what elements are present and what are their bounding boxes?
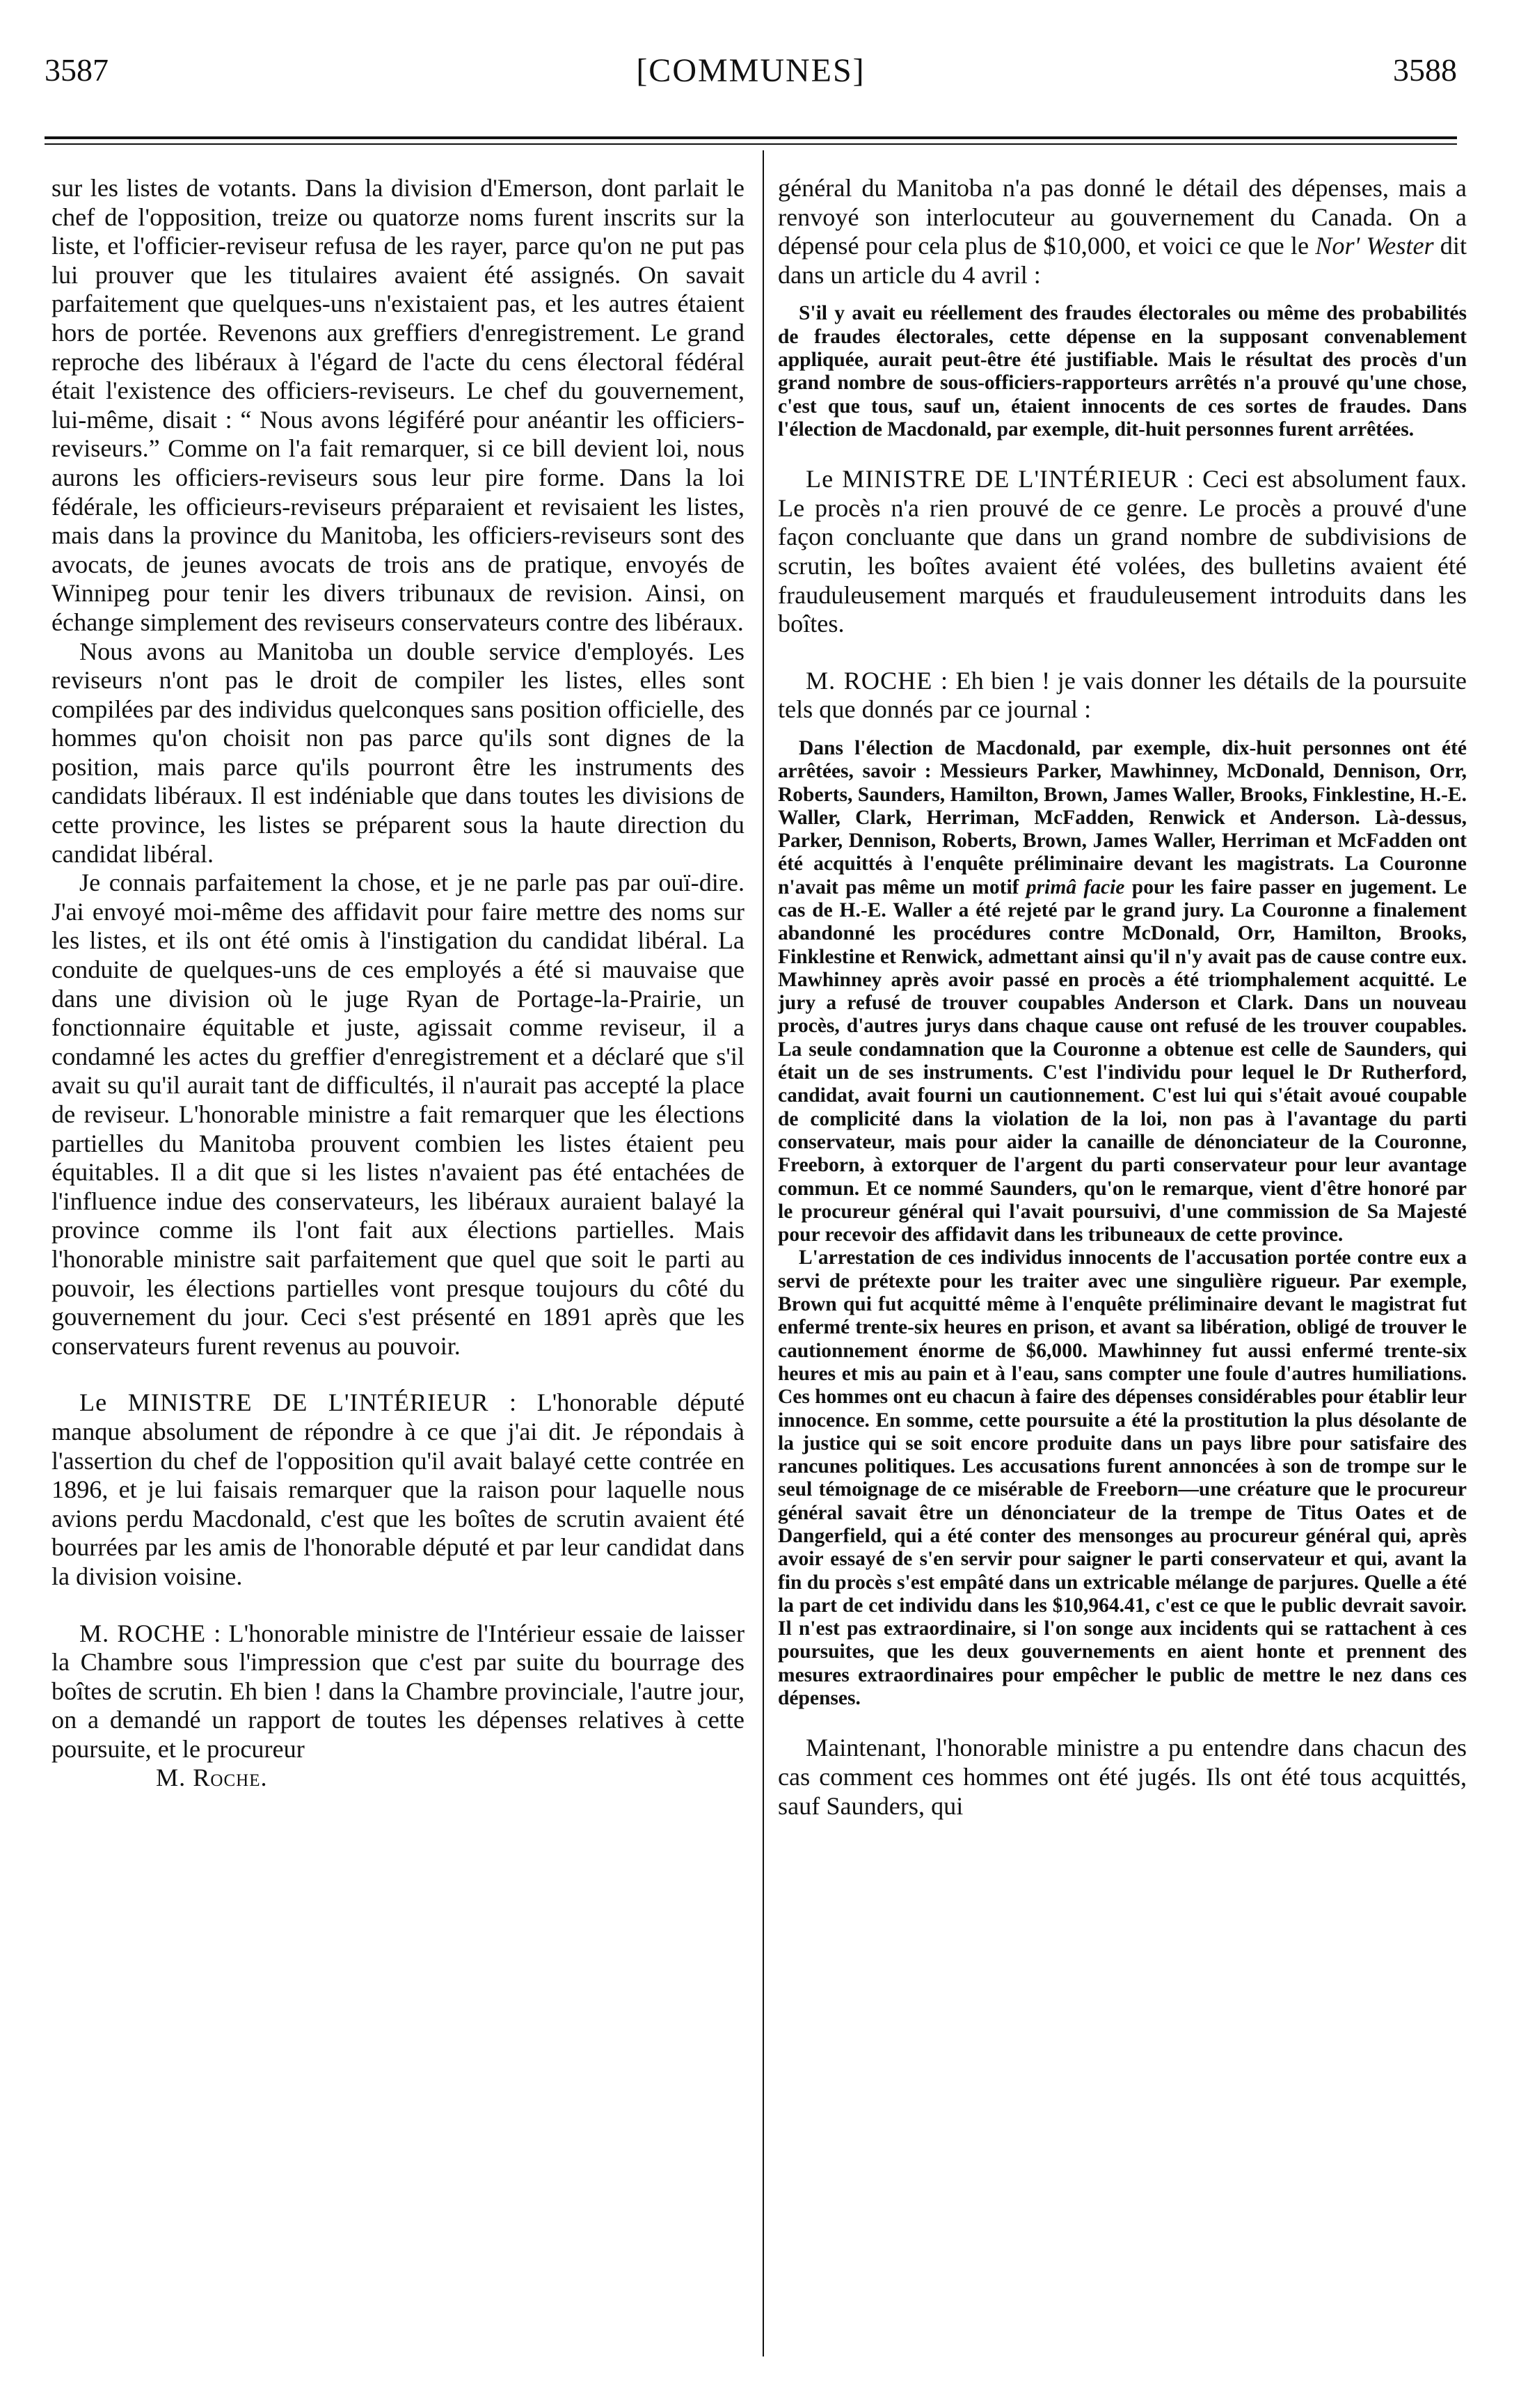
block-quote: [778, 737, 1467, 1710]
quote-paragraph: S'il y avait eu réellement des fraudes électorales ou même des probabilités de fraudes électorales, cette dépense en la supposant convenablement appliquée, aurait peut-être été justifiable. Mais le résultat des procès d'un grand nombre de sous-officiers-rapporteurs arrêtés n'a prouvé qu'une chose, c'est que tous, sauf un, étaient innocents de ces sortes de fraudes. Dans l'élection de Macdonald, par exemple, dit-huit personnes furent arrêtées.: [778, 302, 1467, 441]
speech-text: Eh bien ! je vais donner les détails de la poursuite tels que donnés par ce journal :: [778, 666, 1467, 724]
speaker-signature: [51, 1764, 744, 1793]
signature-prefix: M.: [156, 1764, 186, 1792]
speaker-name: M. ROCHE :: [79, 1619, 222, 1647]
page-header: [45, 52, 1457, 107]
quote-paragraph: [778, 737, 1467, 1247]
speech-text: Ceci est absolument faux. Le procès n'a rien prouvé de ce genre. Le procès a prouvé d'une façon concluante que dans un grand nombre de subdivisions de scrutin, les boîtes avaient été volées, des bulletins avaient été frauduleusement marqués et frauduleusement introduits dans les boîtes.: [778, 465, 1467, 638]
paragraph: [778, 174, 1467, 290]
latin-phrase: primâ facie: [1026, 876, 1125, 898]
speech-paragraph: [51, 1619, 744, 1764]
paragraph: sur les listes de votants. Dans la division d'Emerson, dont parlait le chef de l'opposition, treize ou quatorze noms furent inscrits sur la liste, et l'officier-reviseur refusa de les rayer, parce qu'on ne put pas lui prouver que les titulaires avaient été assignés. On savait parfaitement que quelques-uns n'existaient pas, et les autres étaient hors de portée. Revenons aux greffiers d'enregistrement. Le grand reproche des libéraux à l'égard de l'acte du cens électoral fédéral était l'existence des officiers-reviseurs. Le chef du gouvernement, lui-même, disait : “ Nous avons légiféré pour anéantir les officiers-reviseurs.” Comme on l'a fait remarquer, si ce bill devient loi, nous aurons les officiers-reviseurs sous leur pire forme. Dans la loi fédérale, les officieurs-reviseurs préparaient et revisaient les listes, mais dans la province du Manitoba, les officiers-reviseurs sont des avocats, de jeunes avocats de trois ans de pratique, envoyés de Winnipeg pour tenir les divers tribunaux de revision. Ainsi, on échange simplement des reviseurs conservateurs contre des libéraux.: [51, 174, 744, 636]
header-rule-thick: [45, 136, 1457, 139]
column-divider: [763, 150, 764, 2356]
paragraph: Maintenant, l'honorable ministre a pu entendre dans chacun des cas comment ces hommes ont été jugés. Ils ont été tous acquittés, sauf Saunders, qui: [778, 1734, 1467, 1820]
quote-paragraph: L'arrestation de ces individus innocents de l'accusation portée contre eux a servi de prétexte pour les traiter avec une singulière rigueur. Par exemple, Brown qui fut acquitté même à l'enquête préliminaire devant le magistrat fut enfermé trente-six heures en prison, et avant sa libération, obligé de trouver le cautionnement énorme de $6,000. Mawhinney fut aussi enfermé trente-six heures et mis au pain et à l'eau, sans compter une foule d'autres humiliations. Ces hommes ont eu chacun à faire des dépenses considérables pour établir leur innocence. En somme, cette poursuite a été la prostitution la plus désolante de la justice qui se soit encore produite dans un pays libre pour satisfaire des rancunes politiques. Les accusations furent annoncées à son de trompe sur le seul témoignage de ce misérable de Freeborn—une créature que le procureur général savait être un dénonciateur de la trempe de Titus Oates et de Dangerfield, qui a été conter des mensonges au procureur général qui, après avoir essayé de s'en servir pour saigner le parti conservateur et qui, avant la fin du procès s'est empâté dans un extricable mélange de parjures. Quelle a été la part de cet individu dans les $10,964.41, c'est ce que le public devrait savoir. Il n'est pas extraordinaire, si l'on songe aux incidents qui se rattachent à ces poursuites, que les deux gouvernements en aient honte et prennent des mesures extraordinaires pour empêcher le public de mettre le nez dans ces dépenses.: [778, 1246, 1467, 1710]
paragraph: Je connais parfaitement la chose, et je ne parle pas par ouï-dire. J'ai envoyé moi-même des affidavit pour faire mettre des noms sur les listes, et ils ont été omis à l'instigation du candidat libéral. La conduite de quelques-uns de ces employés a été si mauvaise que dans une division où le juge Ryan de Portage-la-Prairie, un fonctionnaire équitable et juste, agissait comme reviseur, il a condamné les actes du greffier d'enregistrement et a déclaré que s'il avait su qu'il aurait tant de difficultés, il n'aurait pas accepté la place de reviseur. L'honorable ministre a fait remarquer que les élections partielles du Manitoba prouvent combien les listes étaient peu équitables. Il a dit que si les listes n'avaient pas été entachées de l'influence indue des conservateurs, les libéraux auraient balayé la province comme ils l'ont fait aux élections partielles. Mais l'honorable ministre sait parfaitement que quel que soit le parti au pouvoir, les élections partielles vont presque toujours du côté du gouvernement du jour. Ceci s'est présenté en 1891 après que les conservateurs furent revenus au pouvoir.: [51, 869, 744, 1360]
text-run: Dans l'élection de Macdonald, par exemple, dix-huit personnes ont été arrêtées, savoir : Messieurs Parker, Mawhinney, McDonald, Dennison, Orr, Roberts, Saunders, Hamilton, Brown, James Waller, Brooks, Finklestine, H.-E. Waller, Clark, Herriman, McFadden, Renwick et Anderson. Là-dessus, Parker, Dennison, Roberts, Brown, James Waller, Herriman et McFadden ont été acquittés à l'enquête préliminaire devant les magistrats. La Couronne n'avait pas même un motif: [778, 736, 1467, 898]
speech-paragraph: [778, 465, 1467, 639]
speech-text: L'honorable député manque absolument de répondre à ce que j'ai dit. Je répondais à l'assertion du chef de l'opposition qu'il avait balayé cette contrée en 1896, et je lui faisais remarquer que la raison pour laquelle nous avions perdu Macdonald, c'est que les boîtes de scrutin avaient été bourrées par les amis de l'honorable député et par leur candidat dans la division voisine.: [51, 1388, 744, 1590]
page-number-right: 3588: [1393, 52, 1457, 88]
page-number-left: 3587: [45, 52, 109, 88]
speech-paragraph: [778, 667, 1467, 724]
newspaper-title: Nor' Wester: [1315, 232, 1434, 260]
speech-text: L'honorable ministre de l'Intérieur essaie de laisser la Chambre sous l'impression que c'est par suite du bourrage des boîtes de scrutin. Eh bien ! dans la Chambre provinciale, l'autre jour, on a demandé un rapport de toutes les dépenses relatives à cette poursuite, et le procureur: [51, 1619, 744, 1763]
text-run: pour les faire passer en jugement. Le cas de H.-E. Waller a été rejeté par le grand jury. La Couronne a finalement abandonné les procédures contre McDonald, Orr, Hamilton, Brooks, Finklestine et Renwick, admettant ainsi qu'il n'y avait pas de cause contre eux. Mawhinney après avoir passé en procès a été triomphalement acquitté. Le jury a refusé de trouver coupables Anderson et Clark. Dans un nouveau procès, d'autres jurys dans chaque cause ont refusé de les trouver coupables. La seule condamnation que la Couronne a obtenue est celle de Saunders, qui était un de ses instruments. C'est l'individu pour lequel le Dr Rutherford, candidat, avait fourni un cautionnement. C'est lui qui s'était avoué coupable de complicité dans la violation de la loi, non pas à l'avantage du parti conservateur, mais pour aider la canaille de dénonciateur de la Couronne, Freeborn, à extorquer de l'argent du parti conservateur pour leur avantage commun. Et ce nommé Saunders, qu'on le remarque, vient d'être honoré par le procureur général qui l'avait poursuivi, d'une commission de Sa Majesté pour recevoir des affidavit dans les tribuneaux de cette province.: [778, 876, 1467, 1246]
header-rule-thin: [45, 143, 1457, 145]
paragraph: Nous avons au Manitoba un double service d'employés. Les reviseurs n'ont pas le droit de compiler les listes, elles sont compilées par des individus quelconques sans position officielle, des hommes qu'on choisit non pas parce qu'ils sont dignes de la position, mais parce qu'ils pourront être les instruments des candidats libéraux. Il est indéniable que dans toutes les divisions de cette province, les listes se préparent sous la haute direction du candidat libéral.: [51, 637, 744, 868]
signature-name: Roche.: [193, 1764, 268, 1792]
speaker-name: Le MINISTRE DE L'INTÉRIEUR :: [806, 465, 1195, 493]
speech-paragraph: [51, 1388, 744, 1591]
text-run: dit dans un article du 4 avril :: [778, 232, 1467, 289]
left-column: [51, 174, 744, 1793]
running-title: [COMMUNES]: [636, 52, 866, 89]
block-quote: [778, 302, 1467, 441]
speaker-name: Le MINISTRE DE L'INTÉRIEUR :: [79, 1388, 518, 1417]
speaker-name: M. ROCHE :: [806, 666, 948, 695]
right-column: [778, 174, 1467, 1821]
text-run: général du Manitoba n'a pas donné le détail des dépenses, mais a renvoyé son interlocuteur au gouvernement du Canada. On a dépensé pour cela plus de $10,000, et voici ce que le: [778, 174, 1467, 260]
